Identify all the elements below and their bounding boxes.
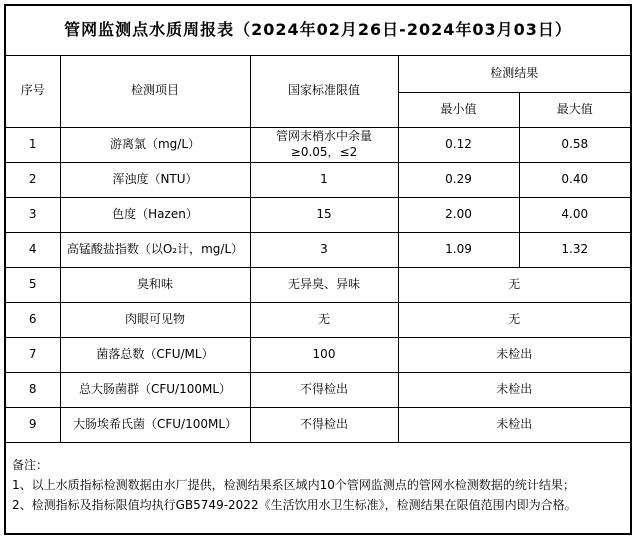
- cell-min: 2.00: [398, 197, 519, 232]
- cell-item: 臭和味: [60, 267, 250, 302]
- note-line-1: 1、以上水质指标检测数据由水厂提供，检测结果系区域内10个管网监测点的管网水检测数据的统计结果；: [12, 477, 575, 492]
- cell-min: 1.09: [398, 232, 519, 267]
- header-row: [5, 55, 631, 92]
- table-row: [5, 267, 631, 302]
- cell-limit: 不得检出: [250, 372, 398, 407]
- title-row: [5, 5, 631, 55]
- cell-max: 1.32: [519, 232, 631, 267]
- cell-min: 0.29: [398, 162, 519, 197]
- notes-cell: [5, 442, 631, 534]
- col-header-min: 最小值: [398, 92, 519, 127]
- col-header-item: 检测项目: [60, 55, 250, 127]
- cell-max: 4.00: [519, 197, 631, 232]
- table-row: [5, 337, 631, 372]
- col-header-limit: 国家标准限值: [250, 55, 398, 127]
- cell-limit: 不得检出: [250, 407, 398, 442]
- cell-no: 1: [5, 127, 60, 162]
- notes-row: [5, 442, 631, 534]
- cell-limit: 1: [250, 162, 398, 197]
- cell-limit: 管网末梢水中余量≥0.05，≤2: [250, 127, 398, 162]
- cell-limit: 15: [250, 197, 398, 232]
- cell-result: 未检出: [398, 407, 631, 442]
- table-row: [5, 162, 631, 197]
- cell-no: 6: [5, 302, 60, 337]
- cell-item: 肉眼可见物: [60, 302, 250, 337]
- cell-item: 大肠埃希氏菌（CFU/100ML）: [60, 407, 250, 442]
- table-row: [5, 372, 631, 407]
- cell-no: 3: [5, 197, 60, 232]
- cell-result: 未检出: [398, 337, 631, 372]
- table-row: [5, 232, 631, 267]
- cell-result: 未检出: [398, 372, 631, 407]
- cell-item: 游离氯（mg/L）: [60, 127, 250, 162]
- cell-limit: 100: [250, 337, 398, 372]
- cell-limit: 无异臭、异味: [250, 267, 398, 302]
- cell-no: 9: [5, 407, 60, 442]
- notes-label: 备注：: [12, 457, 49, 472]
- col-header-result: 检测结果: [398, 55, 631, 92]
- cell-item: 总大肠菌群（CFU/100ML）: [60, 372, 250, 407]
- water-quality-table: [4, 4, 632, 535]
- cell-limit: 3: [250, 232, 398, 267]
- cell-max: 0.40: [519, 162, 631, 197]
- cell-item: 浑浊度（NTU）: [60, 162, 250, 197]
- cell-no: 8: [5, 372, 60, 407]
- table-row: [5, 407, 631, 442]
- cell-item: 菌落总数（CFU/ML）: [60, 337, 250, 372]
- cell-no: 2: [5, 162, 60, 197]
- cell-item: 色度（Hazen）: [60, 197, 250, 232]
- col-header-no: 序号: [5, 55, 60, 127]
- page-title: 管网监测点水质周报表（2024年02月26日-2024年03月03日）: [5, 5, 631, 55]
- cell-min: 0.12: [398, 127, 519, 162]
- cell-item: 高锰酸盐指数（以O₂计，mg/L）: [60, 232, 250, 267]
- table-row: [5, 197, 631, 232]
- table-row: [5, 302, 631, 337]
- cell-limit: 无: [250, 302, 398, 337]
- table-row: [5, 127, 631, 162]
- cell-result: 无: [398, 267, 631, 302]
- cell-no: 5: [5, 267, 60, 302]
- col-header-max: 最大值: [519, 92, 631, 127]
- cell-no: 4: [5, 232, 60, 267]
- note-line-2: 2、检测指标及指标限值均执行GB5749-2022《生活饮用水卫生标准》，检测结果在限值范围内即为合格。: [12, 497, 577, 512]
- cell-max: 0.58: [519, 127, 631, 162]
- cell-result: 无: [398, 302, 631, 337]
- cell-no: 7: [5, 337, 60, 372]
